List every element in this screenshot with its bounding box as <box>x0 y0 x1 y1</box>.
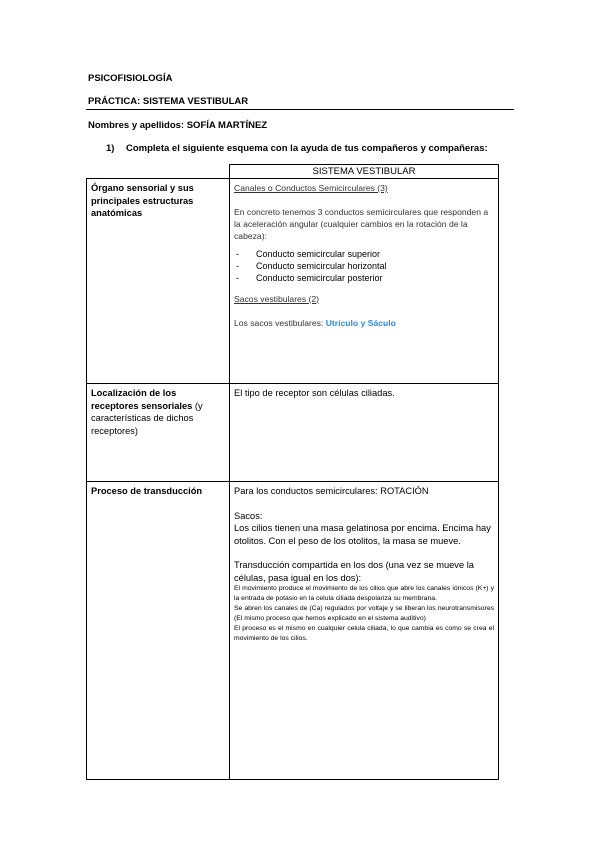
table-header-row <box>87 165 499 179</box>
sacs-heading: Sacos vestibulares (2) <box>234 293 320 304</box>
sacos-text: Los cilios tienen una masa gelatinosa por encima. Encima hay otolitos. Con el peso de los otolitos, la masa se mueve. <box>234 523 491 546</box>
table-row <box>87 384 499 482</box>
question-number: 1) <box>106 143 115 154</box>
receptors-label-normal: (y características de dichos receptores) <box>91 400 203 436</box>
list-item: - Conducto semicircular posterior <box>234 272 494 284</box>
row-content-transduction <box>230 482 499 780</box>
detail-2: Se abren los canales de (Ca) regulados por voltaje y se liberan los neurotransmisores (El mismo proceso que hemos explicado en el sistema auditivo) <box>234 604 494 622</box>
sacs-highlight: Utrículo y Sáculo <box>325 317 396 328</box>
subject-title: PSICOFISIOLOGÍA <box>88 73 173 84</box>
vestibular-table <box>86 164 499 780</box>
table-row <box>87 179 499 384</box>
row-label-transduction: Proceso de transducción <box>87 482 230 780</box>
question-1 <box>106 143 488 154</box>
receptors-label-bold: Localización de los receptores sensoriales <box>91 388 193 411</box>
sacs-text-prefix: Los sacos vestibulares: <box>234 317 324 328</box>
detail-3: El proceso es el mismo en cualquier celula ciliada, lo que cambia es como se crea el movimiento de los cilios. <box>234 624 494 642</box>
row-label-organ: Órgano sensorial y sus principales estructuras anatómicas <box>87 179 230 384</box>
list-item: - Conducto semicircular superior <box>234 248 494 260</box>
sacs-text <box>234 317 494 329</box>
question-text: Completa el siguiente esquema con la ayuda de tus compañeros y compañeras: <box>126 143 488 154</box>
shared-transduction: Transducción compartida en los dos (una vez se mueve la células, pasa igual en los dos): <box>234 560 474 583</box>
row-content-organ <box>230 179 499 384</box>
table-row <box>87 482 499 780</box>
detail-1: El movimiento produce el movimiento de los cilios que abre los canales iónicos (K+) y la entrada de potasio en la celula ciliada despolariza su membrana. <box>234 585 494 603</box>
row-label-receptors <box>87 384 230 482</box>
empty-header-cell <box>87 165 230 179</box>
canals-text: En concreto tenemos 3 conductos semicirculares que responden a la aceleración angular (cualquier cambios en la rotación de la cabeza): <box>234 207 489 242</box>
canals-heading: Canales o Conductos Semicirculares (3) <box>234 183 388 193</box>
canals-list <box>234 248 494 284</box>
header-divider <box>86 109 514 110</box>
column-header: SISTEMA VESTIBULAR <box>230 165 499 179</box>
row-content-receptors: El tipo de receptor son células ciliadas. <box>230 384 499 482</box>
transduction-rotation: Para los conductos semicirculares: ROTACIÓN <box>234 486 429 496</box>
sacos-title: Sacos: <box>234 510 263 521</box>
student-name: Nombres y apellidos: SOFÍA MARTÍNEZ <box>88 120 268 131</box>
practice-title: PRÁCTICA: SISTEMA VESTIBULAR <box>88 96 249 107</box>
list-item: - Conducto semicircular horizontal <box>234 260 494 272</box>
